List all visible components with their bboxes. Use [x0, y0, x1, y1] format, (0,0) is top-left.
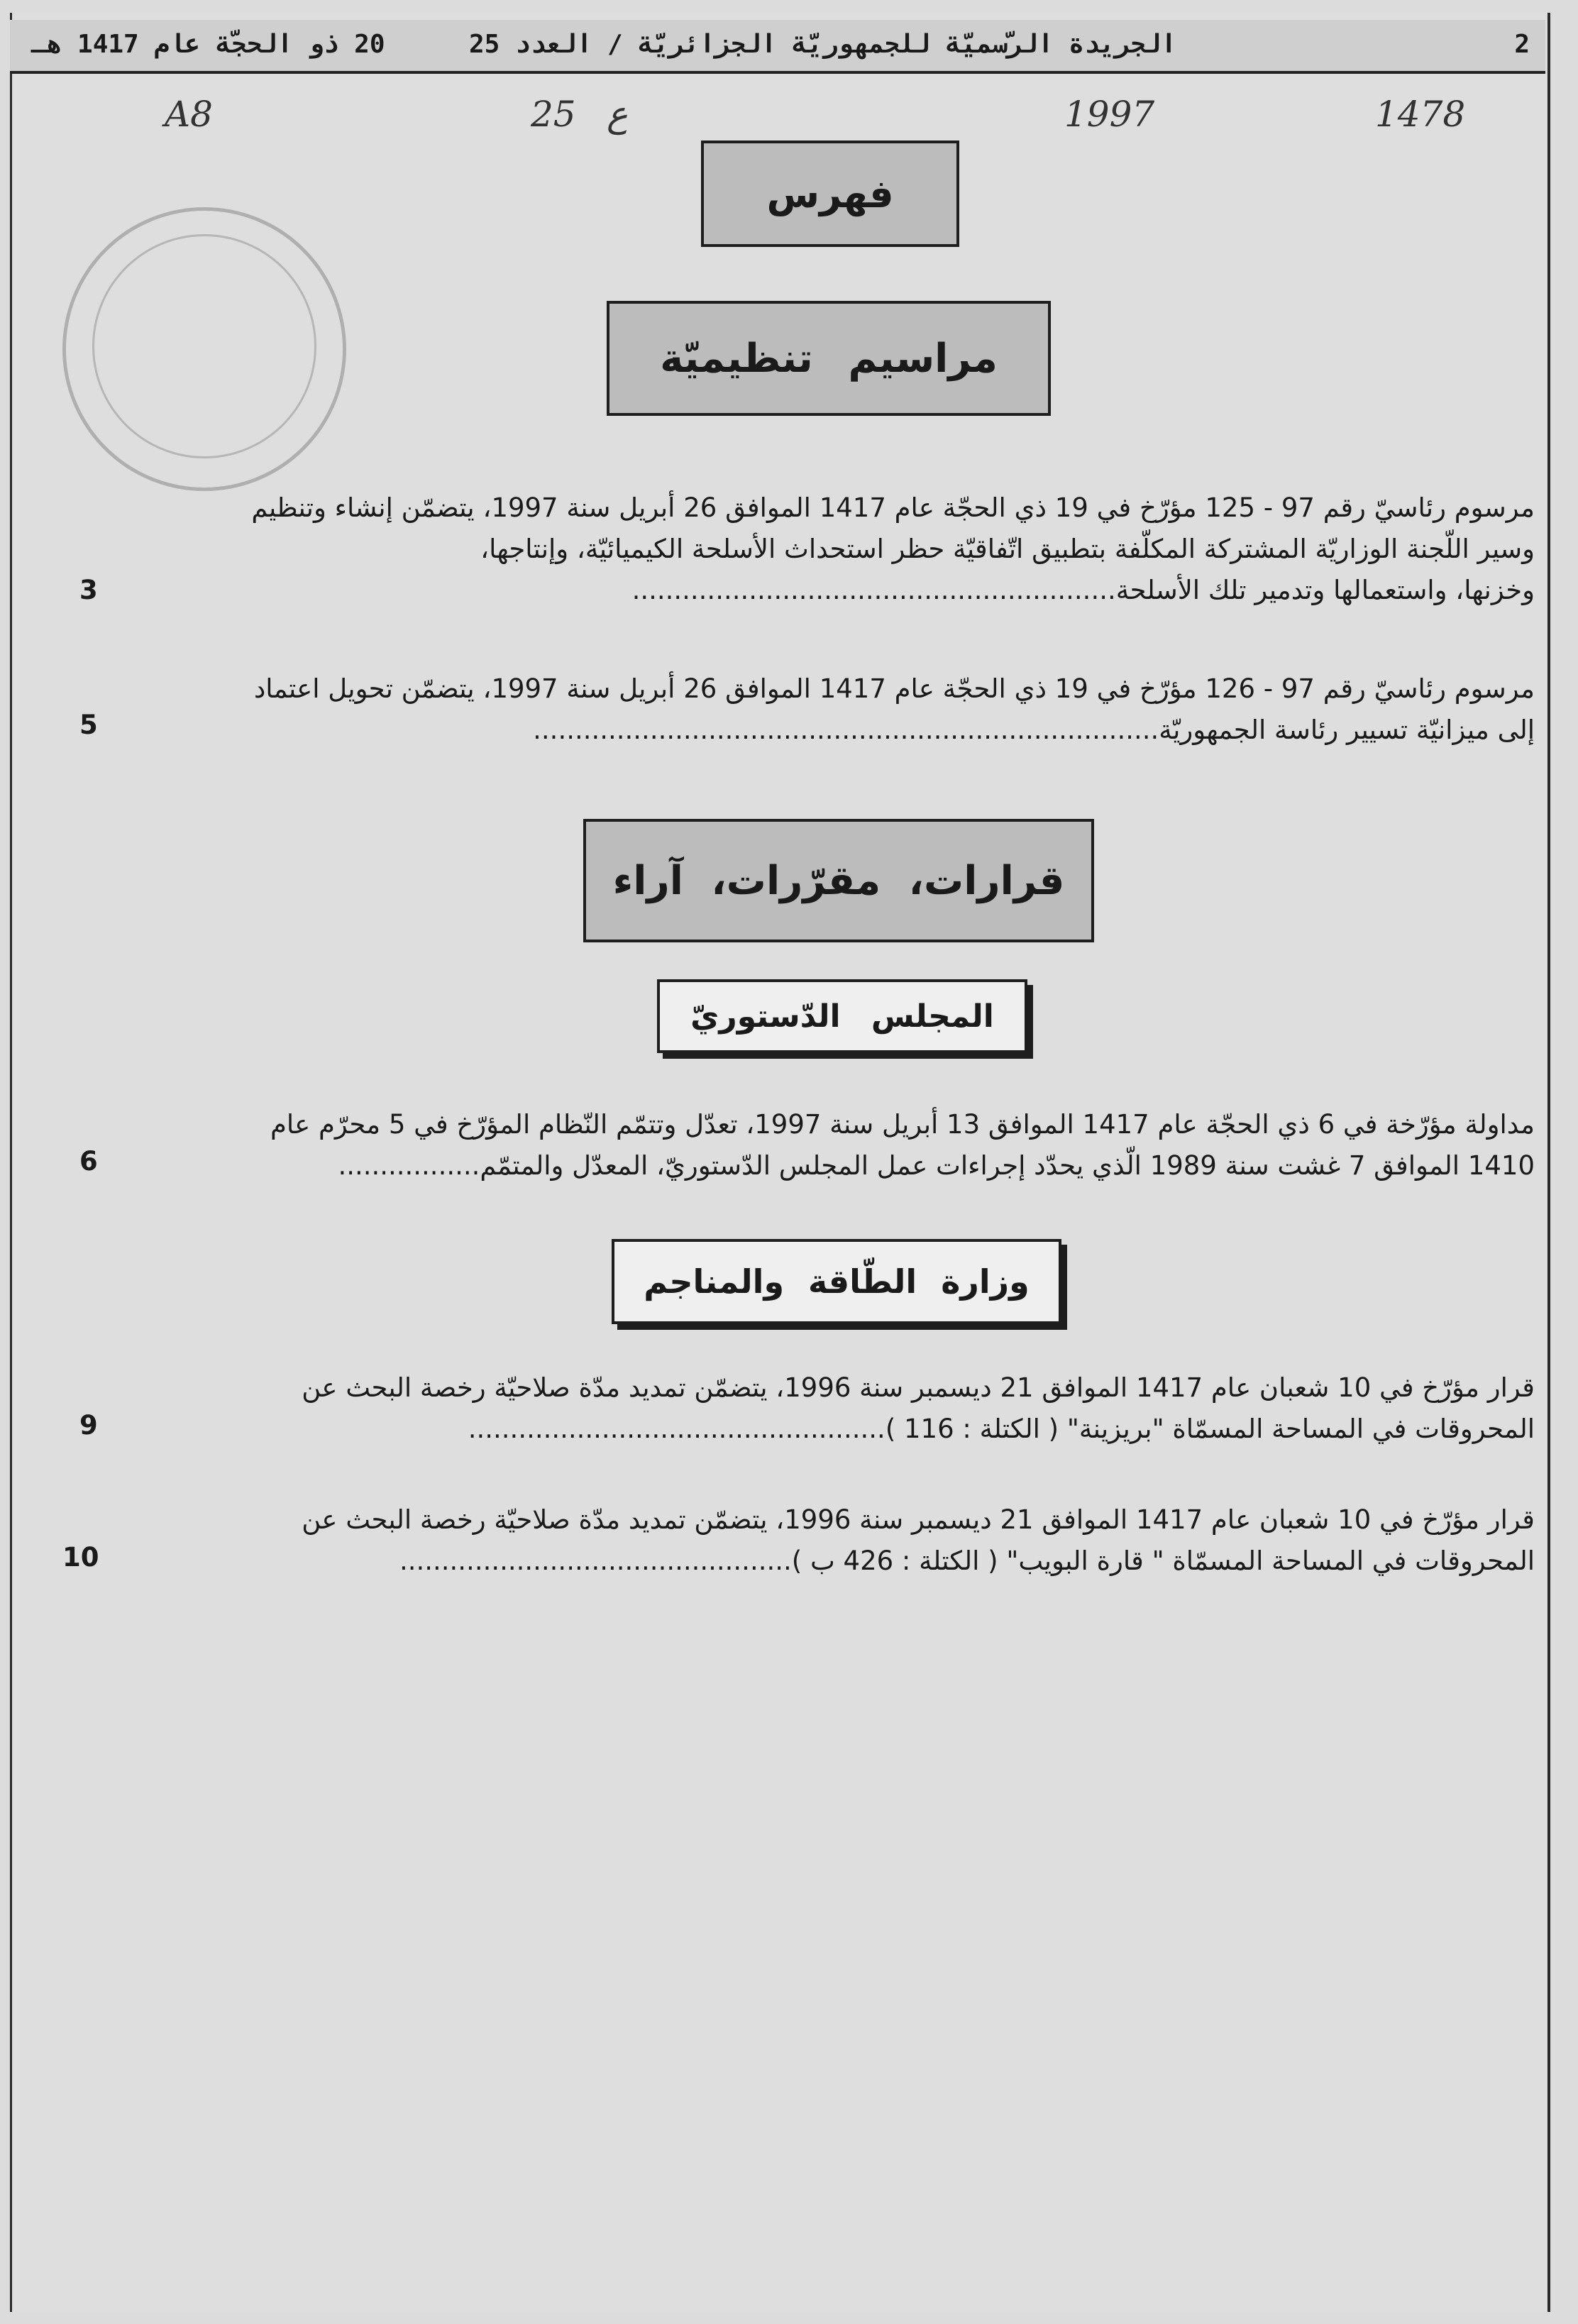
- entry-page-number: 3: [79, 575, 98, 605]
- list-item: [140, 1499, 1535, 1582]
- entry-line: قرار مؤرّخ في 10 شعبان عام 1417 الموافق 21 ديسمبر سنة 1996، يتضمّن تمديد مدّة صلاحيّة رخصة البحث عن: [302, 1504, 1535, 1535]
- dot-leader: ..................................................: [468, 1414, 885, 1444]
- list-item: [140, 668, 1535, 751]
- section-heading-decrees: مراسيم تنظيميّة: [607, 301, 1051, 416]
- header-page-number: 2: [1514, 30, 1530, 59]
- list-item: [140, 488, 1535, 611]
- subsection-heading-constitutional-council: المجلس الدّستوريّ: [657, 979, 1027, 1053]
- header-date: 20 ذو الحجّة عام 1417 هـ: [31, 30, 385, 59]
- dot-leader: ...............................................: [399, 1546, 792, 1576]
- entry-line: مداولة مؤرّخة في 6 ذي الحجّة عام 1417 الموافق 13 أبريل سنة 1997، تعدّل وتتمّم النّظام المؤرّخ في 5 محرّم عام: [270, 1109, 1535, 1140]
- entry-line: المحروقات في المساحة المسمّاة " قارة البويب" ( الكتلة : 426 ب ): [791, 1546, 1535, 1576]
- handwritten-code: A8: [165, 94, 213, 135]
- handwritten-issue: 25: [531, 94, 576, 135]
- dot-leader: .................: [338, 1150, 480, 1181]
- entry-line: قرار مؤرّخ في 10 شعبان عام 1417 الموافق 21 ديسمبر سنة 1996، يتضمّن تمديد مدّة صلاحيّة رخصة البحث عن: [302, 1372, 1535, 1403]
- handwritten-number: 1478: [1375, 94, 1466, 135]
- entry-page-number: 5: [79, 710, 98, 740]
- entry-line: المحروقات في المساحة المسمّاة "بريزينة" ( الكتلة : 116 ): [885, 1414, 1535, 1444]
- entry-line: وسير اللّجنة الوزاريّة المشتركة المكلّفة بتطبيق اتّفاقيّة حظر استحداث الأسلحة الكيميائيّة، وإنتاجها،: [480, 534, 1535, 564]
- entry-line: مرسوم رئاسيّ رقم 97 - 125 مؤرّخ في 19 ذي الحجّة عام 1417 الموافق 26 أبريل سنة 1997، يتضمّن إنشاء وتنظيم: [251, 492, 1535, 523]
- list-item: [140, 1104, 1535, 1186]
- entry-page-number: 9: [79, 1410, 98, 1441]
- entry-line: إلى ميزانيّة تسيير رئاسة الجمهوريّة: [1159, 715, 1535, 745]
- entry-line: وخزنها، واستعمالها وتدمير تلك الأسلحة: [1115, 575, 1535, 605]
- entry-line: 1410 الموافق 7 غشت سنة 1989 الّذي يحدّد إجراءات عمل المجلس الدّستوريّ، المعدّل والمتمّم: [480, 1150, 1535, 1181]
- dot-leader: ..........................................................: [631, 575, 1116, 605]
- stamp-inner-ring: [92, 234, 316, 458]
- section-heading-decisions: قرارات، مقرّرات، آراء: [583, 819, 1094, 942]
- list-item: [140, 1367, 1535, 1450]
- subsection-heading-energy-ministry: وزارة الطّاقة والمناجم: [612, 1239, 1061, 1324]
- entry-line: مرسوم رئاسيّ رقم 97 - 126 مؤرّخ في 19 ذي الحجّة عام 1417 الموافق 26 أبريل سنة 1997، يتضمّن تحويل اعتماد: [253, 673, 1535, 704]
- index-title: فهرس: [701, 141, 959, 247]
- dot-leader: ...........................................................................: [533, 715, 1159, 745]
- entry-page-number: 6: [79, 1146, 98, 1177]
- entry-page-number: 10: [62, 1542, 99, 1573]
- handwritten-letter: ع: [607, 94, 628, 135]
- page-header: [10, 20, 1545, 74]
- header-publication: الجريدة الرّسميّة للجمهوريّة الجزائريّة / العدد 25: [468, 30, 1176, 59]
- handwritten-year: 1997: [1064, 94, 1155, 135]
